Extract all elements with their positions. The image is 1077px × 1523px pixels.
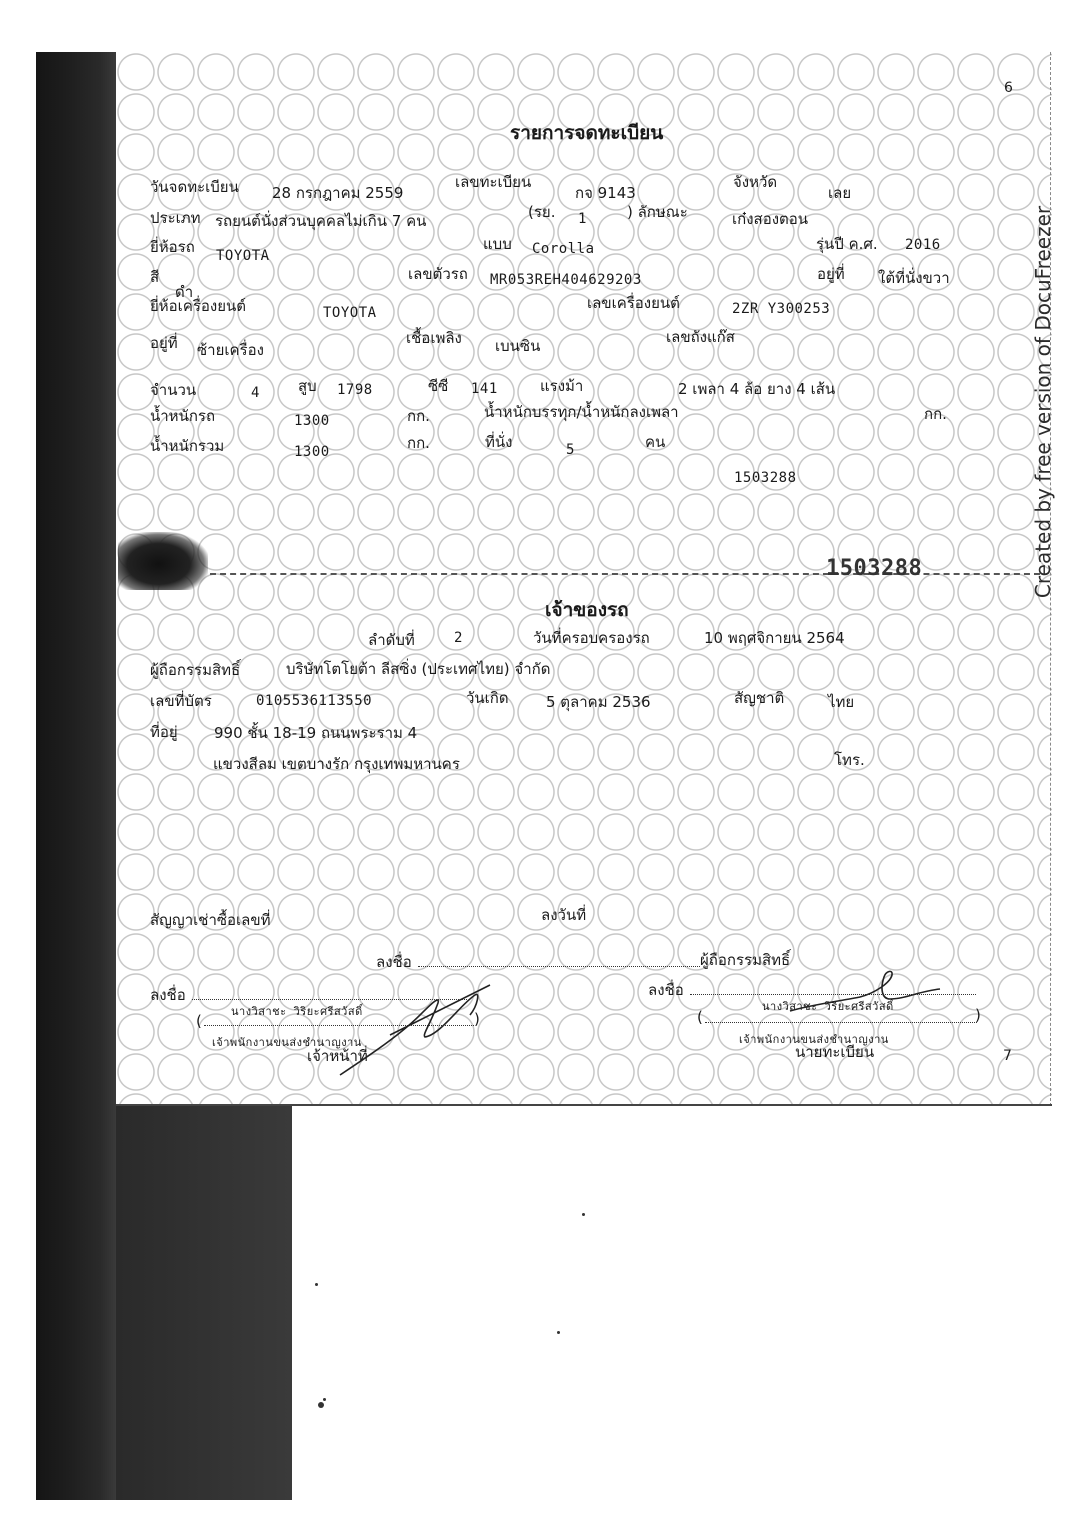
axle-text: 2 เพลา 4 ล้อ ยาง 4 เส้น xyxy=(678,380,836,398)
fuel-label: เชื้อเพลิง xyxy=(406,329,462,347)
serial-stamp: 1503288 xyxy=(826,556,923,581)
owner-title: เจ้าของรถ xyxy=(545,599,629,621)
scan-speck xyxy=(582,1213,585,1216)
registrar-signature xyxy=(780,963,960,1023)
total-weight-label: น้ำหนักรวม xyxy=(150,437,225,455)
load-weight-label: น้ำหนักบรรทุก/น้ำหนักลงเพลา xyxy=(484,403,679,421)
registrar-name-paren-open: ( xyxy=(697,1008,703,1026)
engine-location-label: อยู่ที่ xyxy=(150,334,178,352)
style-label: ) ลักษณะ xyxy=(627,203,688,221)
registrar-sign-label: ลงชื่อ xyxy=(648,981,684,999)
address-line-1: 990 ชั้น 18-19 ถนนพระราม 4 xyxy=(214,724,418,742)
document-serial: 1503288 xyxy=(734,470,797,486)
seats-value: 5 xyxy=(566,442,575,458)
style-value: เก๋งสองตอน xyxy=(732,210,809,228)
scan-speck xyxy=(315,1283,318,1286)
plate-value: กจ 9143 xyxy=(575,184,636,202)
nationality-label: สัญชาติ xyxy=(734,689,785,707)
brand-value: TOYOTA xyxy=(216,248,270,264)
holder-sign-line xyxy=(418,966,700,967)
officer-name-paren-close: ) xyxy=(474,1010,480,1028)
nationality-value: ไทย xyxy=(828,693,855,711)
year-label: รุ่นปี ค.ศ. xyxy=(816,235,878,253)
ry-label: (รย. xyxy=(528,203,556,221)
docufreezer-watermark: Created by free version of DocuFreezer xyxy=(1031,205,1055,599)
officer-role: เจ้าหน้าที่ xyxy=(307,1047,368,1065)
kg-unit-3: กก. xyxy=(407,434,430,452)
model-label: แบบ xyxy=(483,235,512,253)
count-value: 4 xyxy=(251,385,260,401)
holder-label: ผู้ถือกรรมสิทธิ์ xyxy=(150,661,241,679)
scan-speck xyxy=(557,1331,560,1334)
weight-value: 1300 xyxy=(294,413,330,429)
engine-number-label: เลขเครื่องยนต์ xyxy=(587,294,680,312)
hp-value: 141 xyxy=(471,381,498,397)
type-value: รถยนต์นั่งส่วนบุคคลไม่เกิน 7 คน xyxy=(215,212,427,230)
possession-date-label: วันที่ครอบครองรถ xyxy=(533,629,650,647)
card-number-label: เลขที่บัตร xyxy=(150,692,212,710)
form-edge-bottom xyxy=(116,1104,1052,1106)
color-value: ดำ xyxy=(175,283,194,301)
ry-value: 1 xyxy=(578,211,587,227)
brand-label: ยี่ห้อรถ xyxy=(150,238,195,256)
year-value: 2016 xyxy=(905,237,941,253)
gas-tank-label: เลขถังแก๊ส xyxy=(666,328,735,346)
registrar-position: เจ้าพนักงานขนส่งชำนาญงาน xyxy=(739,1033,889,1046)
registrar-name-paren-close: ) xyxy=(975,1006,981,1024)
kg-unit-2: กก. xyxy=(924,405,947,423)
address-line-2: แขวงสีลม เขตบางรัก กรุงเทพมหานคร xyxy=(213,755,460,773)
contract-date-label: ลงวันที่ xyxy=(541,906,587,924)
birth-date-value: 5 ตุลาคม 2536 xyxy=(546,693,651,711)
possession-date-value: 10 พฤศจิกายน 2564 xyxy=(704,629,845,647)
model-value: Corolla xyxy=(532,241,595,257)
chassis-label: เลขตัวรถ xyxy=(408,265,468,283)
engine-brand-value: TOYOTA xyxy=(323,305,377,321)
officer-name: นางวิสาชะ วิริยะศรีสวัสดิ์ xyxy=(231,1005,363,1018)
officer-position: เจ้าพนักงานขนส่งชำนาญงาน xyxy=(212,1036,362,1049)
engine-location-value: ซ้ายเครื่อง xyxy=(197,341,264,359)
registration-title: รายการจดทะเบียน xyxy=(510,122,664,144)
total-weight-value: 1300 xyxy=(294,444,330,460)
province-value: เลย xyxy=(828,184,852,202)
cc-label: ซีซี xyxy=(428,377,449,395)
registrar-role: นายทะเบียน xyxy=(795,1043,875,1061)
province-label: จังหวัด xyxy=(733,173,778,191)
reg-date-label: วันจดทะเบียน xyxy=(150,178,239,196)
fuel-value: เบนซิน xyxy=(495,337,541,355)
count-label: จำนวน xyxy=(150,381,197,399)
page-number-bottom: 7 xyxy=(1003,1048,1012,1064)
scan-shadow-left xyxy=(36,52,116,1500)
scan-speck xyxy=(318,1402,324,1408)
phone-label: โทร. xyxy=(834,751,865,769)
seats-label: ที่นั่ง xyxy=(485,433,513,451)
card-number-value: 0105536113550 xyxy=(256,693,373,709)
holder-sign-label: ลงชื่อ xyxy=(376,953,412,971)
color-label: สี xyxy=(150,268,160,286)
officer-name-paren-open: ( xyxy=(196,1012,202,1030)
reg-date-value: 28 กรกฎาคม 2559 xyxy=(272,184,404,202)
holder-sign-role: ผู้ถือกรรมสิทธิ์ xyxy=(700,951,791,969)
chassis-location-value: ใต้ที่นั่งขวา xyxy=(878,269,950,287)
sequence-value: 2 xyxy=(454,630,463,646)
plate-label: เลขทะเบียน xyxy=(455,173,532,191)
kg-unit-1: กก. xyxy=(407,407,430,425)
ink-smudge xyxy=(118,532,208,590)
sequence-label: ลำดับที่ xyxy=(368,631,415,649)
address-label: ที่อยู่ xyxy=(150,723,178,741)
scan-shadow-bottom xyxy=(116,1106,292,1500)
scan-speck xyxy=(323,1398,326,1401)
persons-label: คน xyxy=(645,433,666,451)
hire-purchase-contract-label: สัญญาเช่าซื้อเลขที่ xyxy=(150,911,271,929)
engine-brand-label: ยี่ห้อเครื่องยนต์ xyxy=(150,297,247,315)
engine-number-value: 2ZR Y300253 xyxy=(732,301,831,317)
weight-label: น้ำหนักรถ xyxy=(150,407,216,425)
chassis-location-label: อยู่ที่ xyxy=(817,265,845,283)
birth-date-label: วันเกิด xyxy=(466,689,509,707)
officer-signature xyxy=(330,975,530,1085)
cylinder-label: สูบ xyxy=(298,377,317,395)
type-label: ประเภท xyxy=(150,209,201,227)
page-number-top: 6 xyxy=(1004,80,1013,96)
hp-label: แรงม้า xyxy=(540,377,584,395)
registrar-name: นางวิสาชะ วิริยะศรีสวัสดิ์ xyxy=(762,1000,894,1013)
holder-value: บริษัทโตโยต้า ลีสซิ่ง (ประเทศไทย) จำกัด xyxy=(286,660,551,678)
chassis-value: MR053REH404629203 xyxy=(490,272,642,288)
officer-sign-label: ลงชื่อ xyxy=(150,986,186,1004)
cc-value: 1798 xyxy=(337,382,373,398)
